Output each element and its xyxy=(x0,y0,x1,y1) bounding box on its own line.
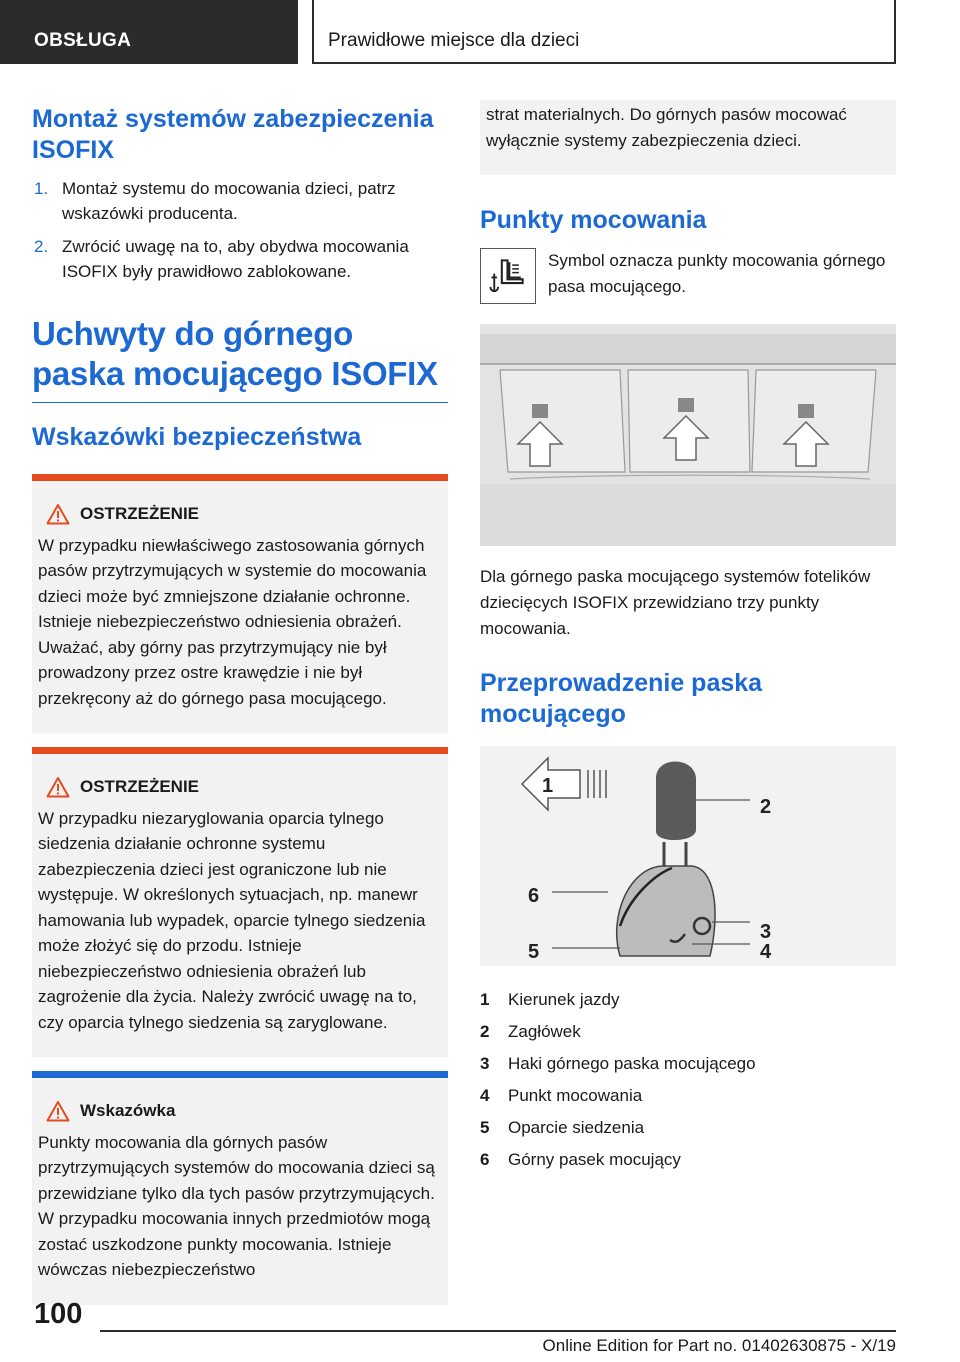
warning-box-2 xyxy=(32,747,448,1057)
right-column xyxy=(480,100,896,1176)
legend-number: 5 xyxy=(480,1118,490,1137)
list-item xyxy=(480,1112,896,1144)
note-continuation-text: strat materialnych. Do górnych pasów mocować wyłącznie systemy zabezpieczenia dzieci. xyxy=(486,105,847,150)
footer-divider xyxy=(100,1330,896,1332)
safety-heading: Wskazówki bezpieczeństwa xyxy=(32,423,362,451)
step-text: Zwrócić uwagę na to, aby obydwa mocowania ISOFIX były prawidłowo zablokowane. xyxy=(62,237,409,281)
list-item xyxy=(480,1144,896,1176)
step-text: Montaż systemu do mocowania dzieci, patrz wskazówki producenta. xyxy=(62,179,396,223)
figure-label-4: 4 xyxy=(760,941,772,963)
legend-text: Zagłówek xyxy=(508,1022,581,1041)
legend-number: 1 xyxy=(480,990,490,1009)
warning-title-text: OSTRZEŻENIE xyxy=(80,777,200,796)
step-number: 1. xyxy=(34,179,49,198)
left-column xyxy=(32,104,448,1305)
legend-text: Oparcie siedzenia xyxy=(508,1118,645,1137)
note-title-text: Wskazówka xyxy=(80,1101,176,1120)
page-number: 100 xyxy=(34,1298,83,1330)
figure-label-6: 6 xyxy=(528,885,540,907)
list-item xyxy=(480,1016,896,1048)
routing-illustration xyxy=(480,746,896,966)
legend-text: Haki górnego paska mocującego xyxy=(508,1054,756,1073)
isofix-mount-heading: Montaż systemów zabezpieczenia ISOFIX xyxy=(32,105,434,164)
warning-text: W przypadku niezaryglowania oparcia tylnego siedzenia działanie ochronne systemu zabezpieczenia dzieci jest ograniczone lub nie występuje. W określonych sytuacjach, np. manewr hamowania lub wypadek, oparcie tylnego siedzenia może złożyć się do przodu. Istnieje niebezpieczeństwo odniesienia obrażeń lub zagrożenie dla życia. Należy zwrócić uwagę na to, czy oparcia tylnego siedzenia są zaryglowane. xyxy=(38,808,426,1032)
legend-text: Górny pasek mocujący xyxy=(508,1150,681,1169)
main-heading: Uchwyty do górnego paska mocującego ISOFIX xyxy=(32,315,438,392)
warning-title xyxy=(38,501,442,527)
trunk-illustration xyxy=(480,324,896,546)
figure-label-3: 3 xyxy=(760,921,772,943)
figure-legend xyxy=(480,984,896,1176)
legend-number: 4 xyxy=(480,1086,490,1105)
child-seat-anchor-icon xyxy=(481,249,534,302)
list-item xyxy=(480,1048,896,1080)
legend-text: Kierunek jazdy xyxy=(508,990,620,1009)
anchor-paragraph: Dla górnego paska mocującego systemów fotelików dziecięcych ISOFIX przewidziano trzy punkty mocowania. xyxy=(480,567,871,638)
page-header-title: Prawidłowe miejsce dla dzieci xyxy=(312,0,896,64)
steps-list xyxy=(32,176,448,284)
legend-number: 2 xyxy=(480,1022,490,1041)
legend-number: 3 xyxy=(480,1054,490,1073)
warning-title xyxy=(38,774,442,800)
warning-triangle-icon xyxy=(46,503,70,525)
anchor-symbol-row xyxy=(480,248,896,304)
footer-edition-text: Online Edition for Part no. 01402630875 - X/19 xyxy=(542,1336,896,1355)
warning-text: W przypadku niewłaściwego zastosowania górnych pasów przytrzymujących w systemie do mocowania dzieci może być zmniejszone działanie ochronne. Istnieje niebezpieczeństwo odniesienia obrażeń. Uważać, aby górny pas przytrzymujący nie był prowadzony przez ostre krawędzie i nie był przekręcony aż do górnego pasa mocującego. xyxy=(38,535,427,708)
legend-number: 6 xyxy=(480,1150,490,1169)
list-item xyxy=(480,984,896,1016)
legend-text: Punkt mocowania xyxy=(508,1086,643,1105)
note-text: Punkty mocowania dla górnych pasów przytrzymujących systemów do mocowania dzieci są przewidziane tylko dla tych pasów przytrzymujących. W przypadku mocowania innych przedmiotów mogą zostać uszkodzone punkty mocowania. Istnieje wówczas niebezpieczeństwo xyxy=(38,1132,435,1279)
step-number: 2. xyxy=(34,237,49,256)
routing-heading: Przeprowadzenie paska mocującego xyxy=(480,669,763,728)
figure-label-1: 1 xyxy=(542,775,554,797)
anchor-symbol-box xyxy=(480,248,536,304)
warning-triangle-icon xyxy=(46,776,70,798)
anchor-symbol-text: Symbol oznacza punkty mocowania górnego pasa mocującego. xyxy=(548,251,886,296)
routing-figure xyxy=(480,746,896,966)
anchor-heading: Punkty mocowania xyxy=(480,206,707,234)
caution-triangle-icon xyxy=(46,1100,70,1122)
figure-label-5: 5 xyxy=(528,941,540,963)
list-item xyxy=(32,234,448,284)
main-heading-wrap xyxy=(32,314,448,403)
section-tab: OBSŁUGA xyxy=(0,0,298,64)
list-item xyxy=(32,176,448,226)
list-item xyxy=(480,1080,896,1112)
figure-label-2: 2 xyxy=(760,796,772,818)
note-box xyxy=(32,1071,448,1305)
note-continuation xyxy=(480,100,896,175)
note-title xyxy=(38,1098,442,1124)
warning-title-text: OSTRZEŻENIE xyxy=(80,504,200,523)
trunk-image xyxy=(480,324,896,546)
warning-box-1 xyxy=(32,474,448,733)
